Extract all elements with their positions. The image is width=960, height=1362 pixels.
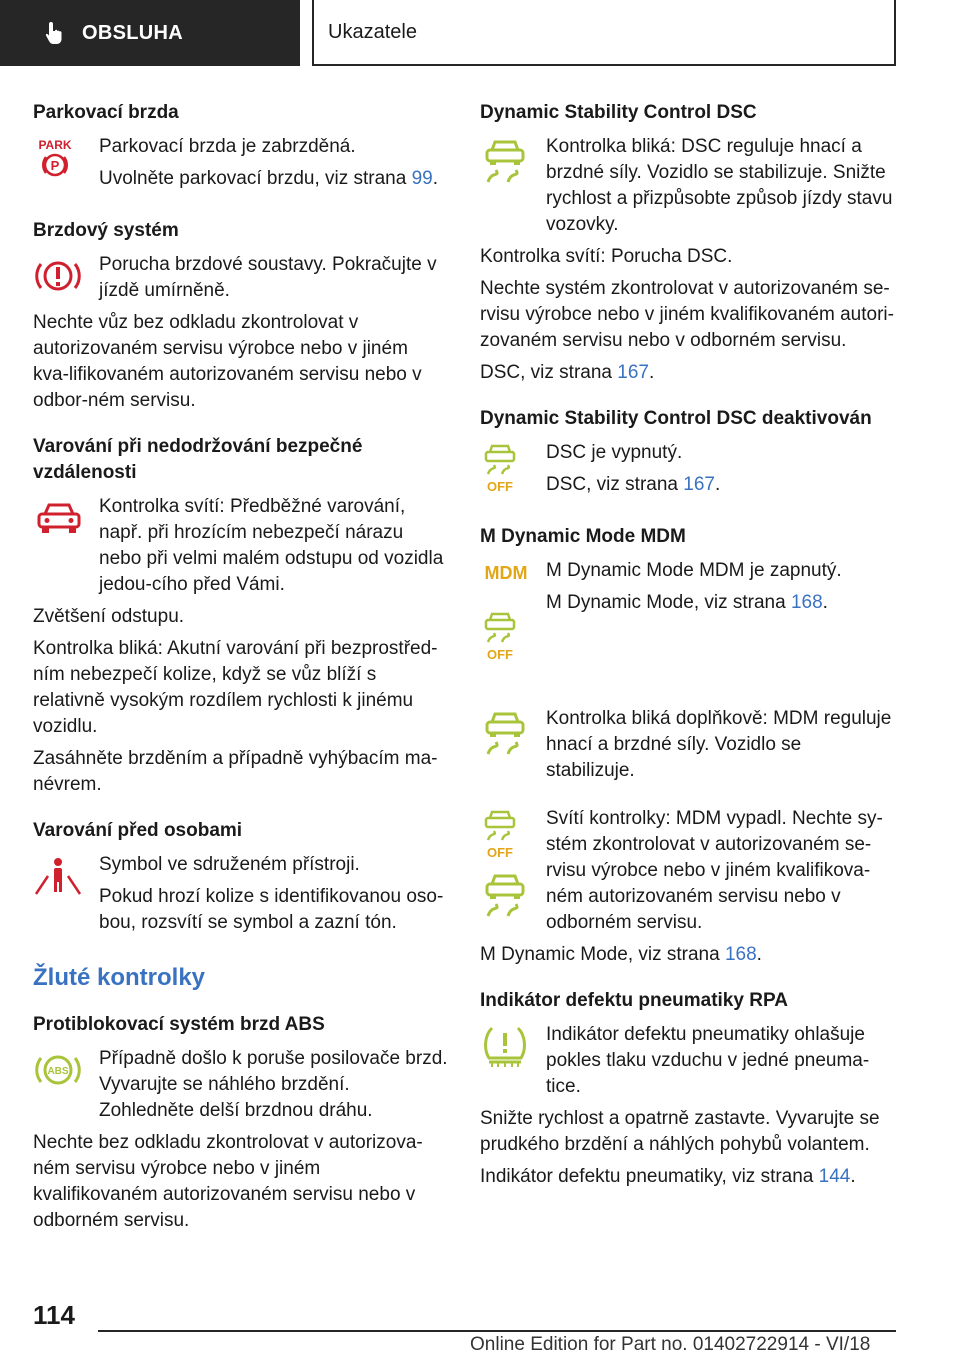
svg-text:OFF: OFF [487,479,513,494]
page-link[interactable]: 168 [724,944,757,965]
car-warning-icon [33,496,85,540]
paragraph: Nechte bez odkladu zkontrolovat v autorizova-ném servisu výrobce nebo v jiném kvalifikovaném autorizovaném servisu nebo v odborném servisu. [33,1132,423,1231]
svg-text:ABS: ABS [47,1066,69,1077]
dsc-off-icon [480,442,520,494]
section-title: Indikátor defektu pneumatiky RPA [480,990,788,1011]
header-section-tab [0,0,300,66]
page-number: 114 [33,1300,75,1330]
svg-text:OFF: OFF [487,647,513,662]
paragraph: Uvolněte parkovací brzdu, viz strana 99. [99,168,439,189]
paragraph: DSC je vypnutý. [546,442,683,463]
svg-text:OFF: OFF [487,845,513,860]
pointing-hand-icon [42,20,68,46]
section-title: Protiblokovací systém brzd ABS [33,1014,325,1035]
dsc-skid-icon [480,136,530,188]
right-column [480,100,895,1210]
section-title: M Dynamic Mode MDM [480,526,686,547]
paragraph: Svítí kontrolky: MDM vypadl. Nechte sy-stém zkontrolovat v autorizovaném se-rvisu výrobce nebo v jiném kvalifikova-ném autorizovaném servisu nebo v odborném servisu. [546,808,883,933]
paragraph: Zvětšení odstupu. [33,606,185,627]
page-link[interactable]: 167 [683,474,715,495]
section-distance-warning [33,434,449,798]
page-title: Ukazatele [312,0,896,66]
paragraph: Kontrolka bliká doplňkově: MDM reguluje hnací a brzdné síly. Vozidlo se stabilizuje. [546,708,892,781]
dsc-skid-icon [480,708,530,760]
parking-brake-icon [33,136,77,180]
paragraph: Pokud hrozí kolize s identifikovanou oso-bou, rozsvítí se symbol a zazní tón. [99,886,444,933]
paragraph: Porucha brzdové soustavy. Pokračujte v jízdě umírněně. [99,254,437,301]
paragraph: M Dynamic Mode MDM je zapnutý. [546,560,842,581]
section-label: OBSLUHA [82,21,183,44]
paragraph: Indikátor defektu pneumatiky ohlašuje pokles tlaku vzduchu v jedné pneuma-tice. [546,1024,870,1097]
paragraph: DSC, viz strana 167. [546,474,721,495]
section-mdm [480,524,895,968]
paragraph: Zasáhněte brzděním a případně vyhýbacím ma-névrem. [33,748,438,795]
paragraph: Kontrolka svítí: Porucha DSC. [480,246,733,267]
paragraph: DSC, viz strana 167. [480,362,655,383]
svg-text:PARK: PARK [38,138,72,152]
page-link[interactable]: 167 [617,362,649,383]
section-dsc-off [480,406,895,504]
mdm-icon [480,560,532,584]
section-brake-system [33,218,449,414]
dsc-skid-icon [480,870,530,922]
paragraph: Snižte rychlost a opatrně zastavte. Vyvarujte se prudkého brzdění a náhlých pohybů volantem. [480,1108,880,1155]
svg-text:P: P [50,158,60,173]
paragraph: Indikátor defektu pneumatiky, viz strana 144. [480,1166,856,1187]
tire-pressure-icon [480,1024,530,1072]
left-column [33,100,449,1254]
paragraph: Kontrolka bliká: Akutní varování při bezprostřed-ním nebezpečí kolize, když se vůz blíží s relativně vysokým rozdílem rychlosti k jinému vozidlu. [33,638,438,737]
pedestrian-warning-icon [33,854,83,902]
section-dsc [480,100,895,386]
paragraph: Nechte systém zkontrolovat v autorizovaném se-rvisu výrobce nebo v jiném kvalifikovaném autori-zovaném servisu nebo v odborném servisu. [480,278,894,351]
paragraph: Symbol ve sdruženém přístroji. [99,854,360,875]
dsc-off-icon [480,808,520,860]
yellow-lights-heading: Žluté kontrolky [33,964,206,991]
page-link[interactable]: 144 [818,1166,851,1187]
section-person-warning [33,818,449,942]
page-link[interactable]: 99 [411,168,433,189]
paragraph: Parkovací brzda je zabrzděná. [99,136,356,157]
paragraph: Kontrolka svítí: Předběžné varování, např. při hrozícím nebezpečí nárazu nebo při velmi malém odstupu od vozidla jedou-cího před Vámi. [99,496,444,595]
paragraph: Kontrolka bliká: DSC reguluje hnací a brzdné síly. Vozidlo se stabilizuje. Snižte rychlost a přizpůsobte způsob jízdy stavu vozovky. [546,136,893,235]
section-title: Brzdový systém [33,220,179,241]
section-title: Varování při nedodržování bezpečné vzdálenosti [33,436,363,483]
section-title: Parkovací brzda [33,102,179,123]
abs-icon [33,1048,83,1092]
section-parking-brake [33,100,449,198]
paragraph: M Dynamic Mode, viz strana 168. [480,944,762,965]
svg-text:MDM: MDM [484,563,528,583]
footer-divider [98,1330,896,1332]
paragraph: M Dynamic Mode, viz strana 168. [546,592,828,613]
section-title: Dynamic Stability Control DSC [480,102,757,123]
paragraph: Nechte vůz bez odkladu zkontrolovat v autorizovaném servisu výrobce nebo v jiném kva-lifikovaném autorizovaném servisu nebo v odbor-ném servisu. [33,312,422,411]
section-abs [33,1012,449,1234]
page-link[interactable]: 168 [790,592,823,613]
section-title: Varování před osobami [33,820,243,841]
edition-label: Online Edition for Part no. 01402722914 - VI/18 [470,1334,871,1355]
paragraph: Případně došlo k poruše posilovače brzd. Vyvarujte se náhlého brzdění. Zohledněte delší brzdnou dráhu. [99,1048,448,1121]
section-rpa [480,988,895,1190]
section-title: Dynamic Stability Control DSC deaktivován [480,408,872,429]
brake-warning-icon [33,254,83,298]
dsc-off-icon [480,610,520,662]
